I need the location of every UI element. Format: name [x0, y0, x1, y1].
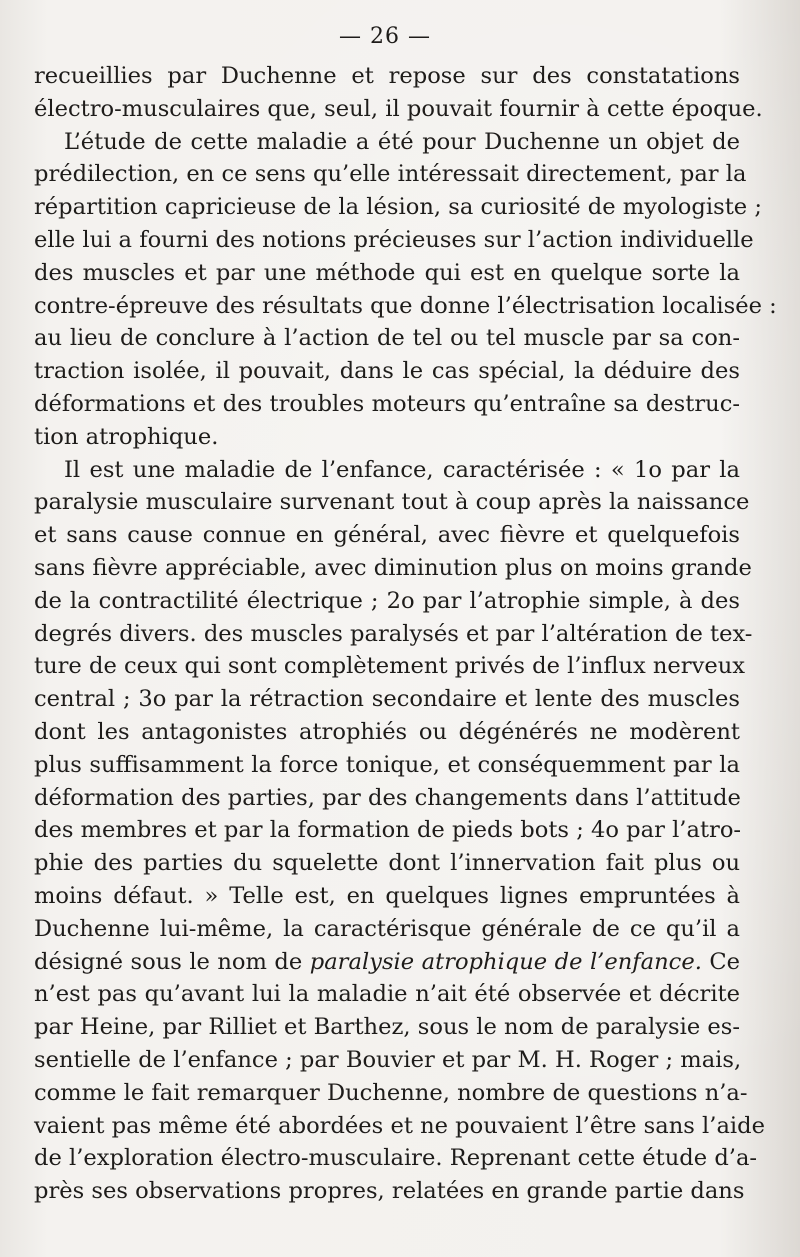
text-line: de la contractilité électrique ; 2o par l’atrophie simple, à des: [34, 587, 740, 614]
text-line: répartition capricieuse de la lésion, sa curiosité de myologiste ;: [34, 194, 762, 221]
text-line: des membres et par la formation de pieds bots ; 4o par l’atro-: [34, 817, 742, 844]
text-line: degrés divers. des muscles paralysés et par l’altération de tex-: [34, 620, 753, 647]
text-line: de l’exploration électro-musculaire. Reprenant cette étude d’a-: [34, 1145, 758, 1172]
text-line: moins défaut. » Telle est, en quelques lignes empruntées à: [34, 882, 740, 909]
text-line: Duchenne lui-même, la caractérisque générale de ce qu’il a: [34, 915, 740, 942]
text-line: déformations et des troubles moteurs qu’entraîne sa destruc-: [34, 390, 740, 417]
text-line: Il est une maladie de l’enfance, caractérisée : « 1o par la: [64, 456, 740, 483]
text-line-segment: désigné sous le nom de: [34, 948, 310, 975]
text-line: par Heine, par Rilliet et Barthez, sous le nom de paralysie es-: [34, 1014, 740, 1041]
text-line-segment: Ce: [701, 948, 741, 975]
text-line: recueillies par Duchenne et repose sur des constatations: [34, 63, 740, 89]
text-line: paralysie musculaire survenant tout à coup après la naissance: [34, 489, 750, 516]
text-line: électro-musculaires que, seul, il pouvait fournir à cette époque.: [34, 95, 763, 122]
text-line: plus suffisamment la force tonique, et conséquemment par la: [34, 751, 740, 778]
text-line: ture de ceux qui sont complètement privés de l’influx nerveux: [34, 653, 746, 680]
text-line: central ; 3o par la rétraction secondaire et lente des muscles: [34, 686, 740, 713]
body-text: [34, 60, 777, 1208]
text-line: sans fièvre appréciable, avec diminution plus on moins grande: [34, 554, 752, 581]
text-line: contre-épreuve des résultats que donne l’électrisation localisée :: [34, 292, 777, 319]
text-line: [34, 946, 740, 979]
text-line: L’étude de cette maladie a été pour Duchenne un objet de: [64, 128, 740, 155]
text-line: et sans cause connue en général, avec fièvre et quelquefois: [34, 522, 740, 549]
text-line: phie des parties du squelette dont l’innervation fait plus ou: [34, 850, 740, 877]
text-line: n’est pas qu’avant lui la maladie n’ait été observée et décrite: [34, 981, 740, 1008]
text-line: dont les antagonistes atrophiés ou dégénérés ne modèrent: [34, 718, 740, 745]
text-line: des muscles et par une méthode qui est en quelque sorte la: [34, 259, 740, 286]
text-line: comme le fait remarquer Duchenne, nombre de questions n’a-: [34, 1079, 748, 1106]
page-number: — 26 —: [339, 24, 431, 49]
italic-term: paralysie atrophique de l’enfance.: [309, 948, 702, 975]
text-line: elle lui a fourni des notions précieuses sur l’action individuelle: [34, 226, 754, 253]
text-line: prédilection, en ce sens qu’elle intéressait directement, par la: [34, 161, 747, 188]
text-line: vaient pas même été abordées et ne pouvaient l’être sans l’aide: [34, 1112, 765, 1139]
text-line: déformation des parties, par des changements dans l’attitude: [34, 784, 741, 811]
text-line: près ses observations propres, relatées en grande partie dans: [34, 1178, 745, 1205]
text-line: tion atrophique.: [34, 423, 219, 450]
text-line: au lieu de conclure à l’action de tel ou tel muscle par sa con-: [34, 325, 740, 352]
text-line: traction isolée, il pouvait, dans le cas spécial, la déduire des: [34, 358, 740, 385]
text-line: sentielle de l’enfance ; par Bouvier et par M. H. Roger ; mais,: [34, 1046, 742, 1073]
